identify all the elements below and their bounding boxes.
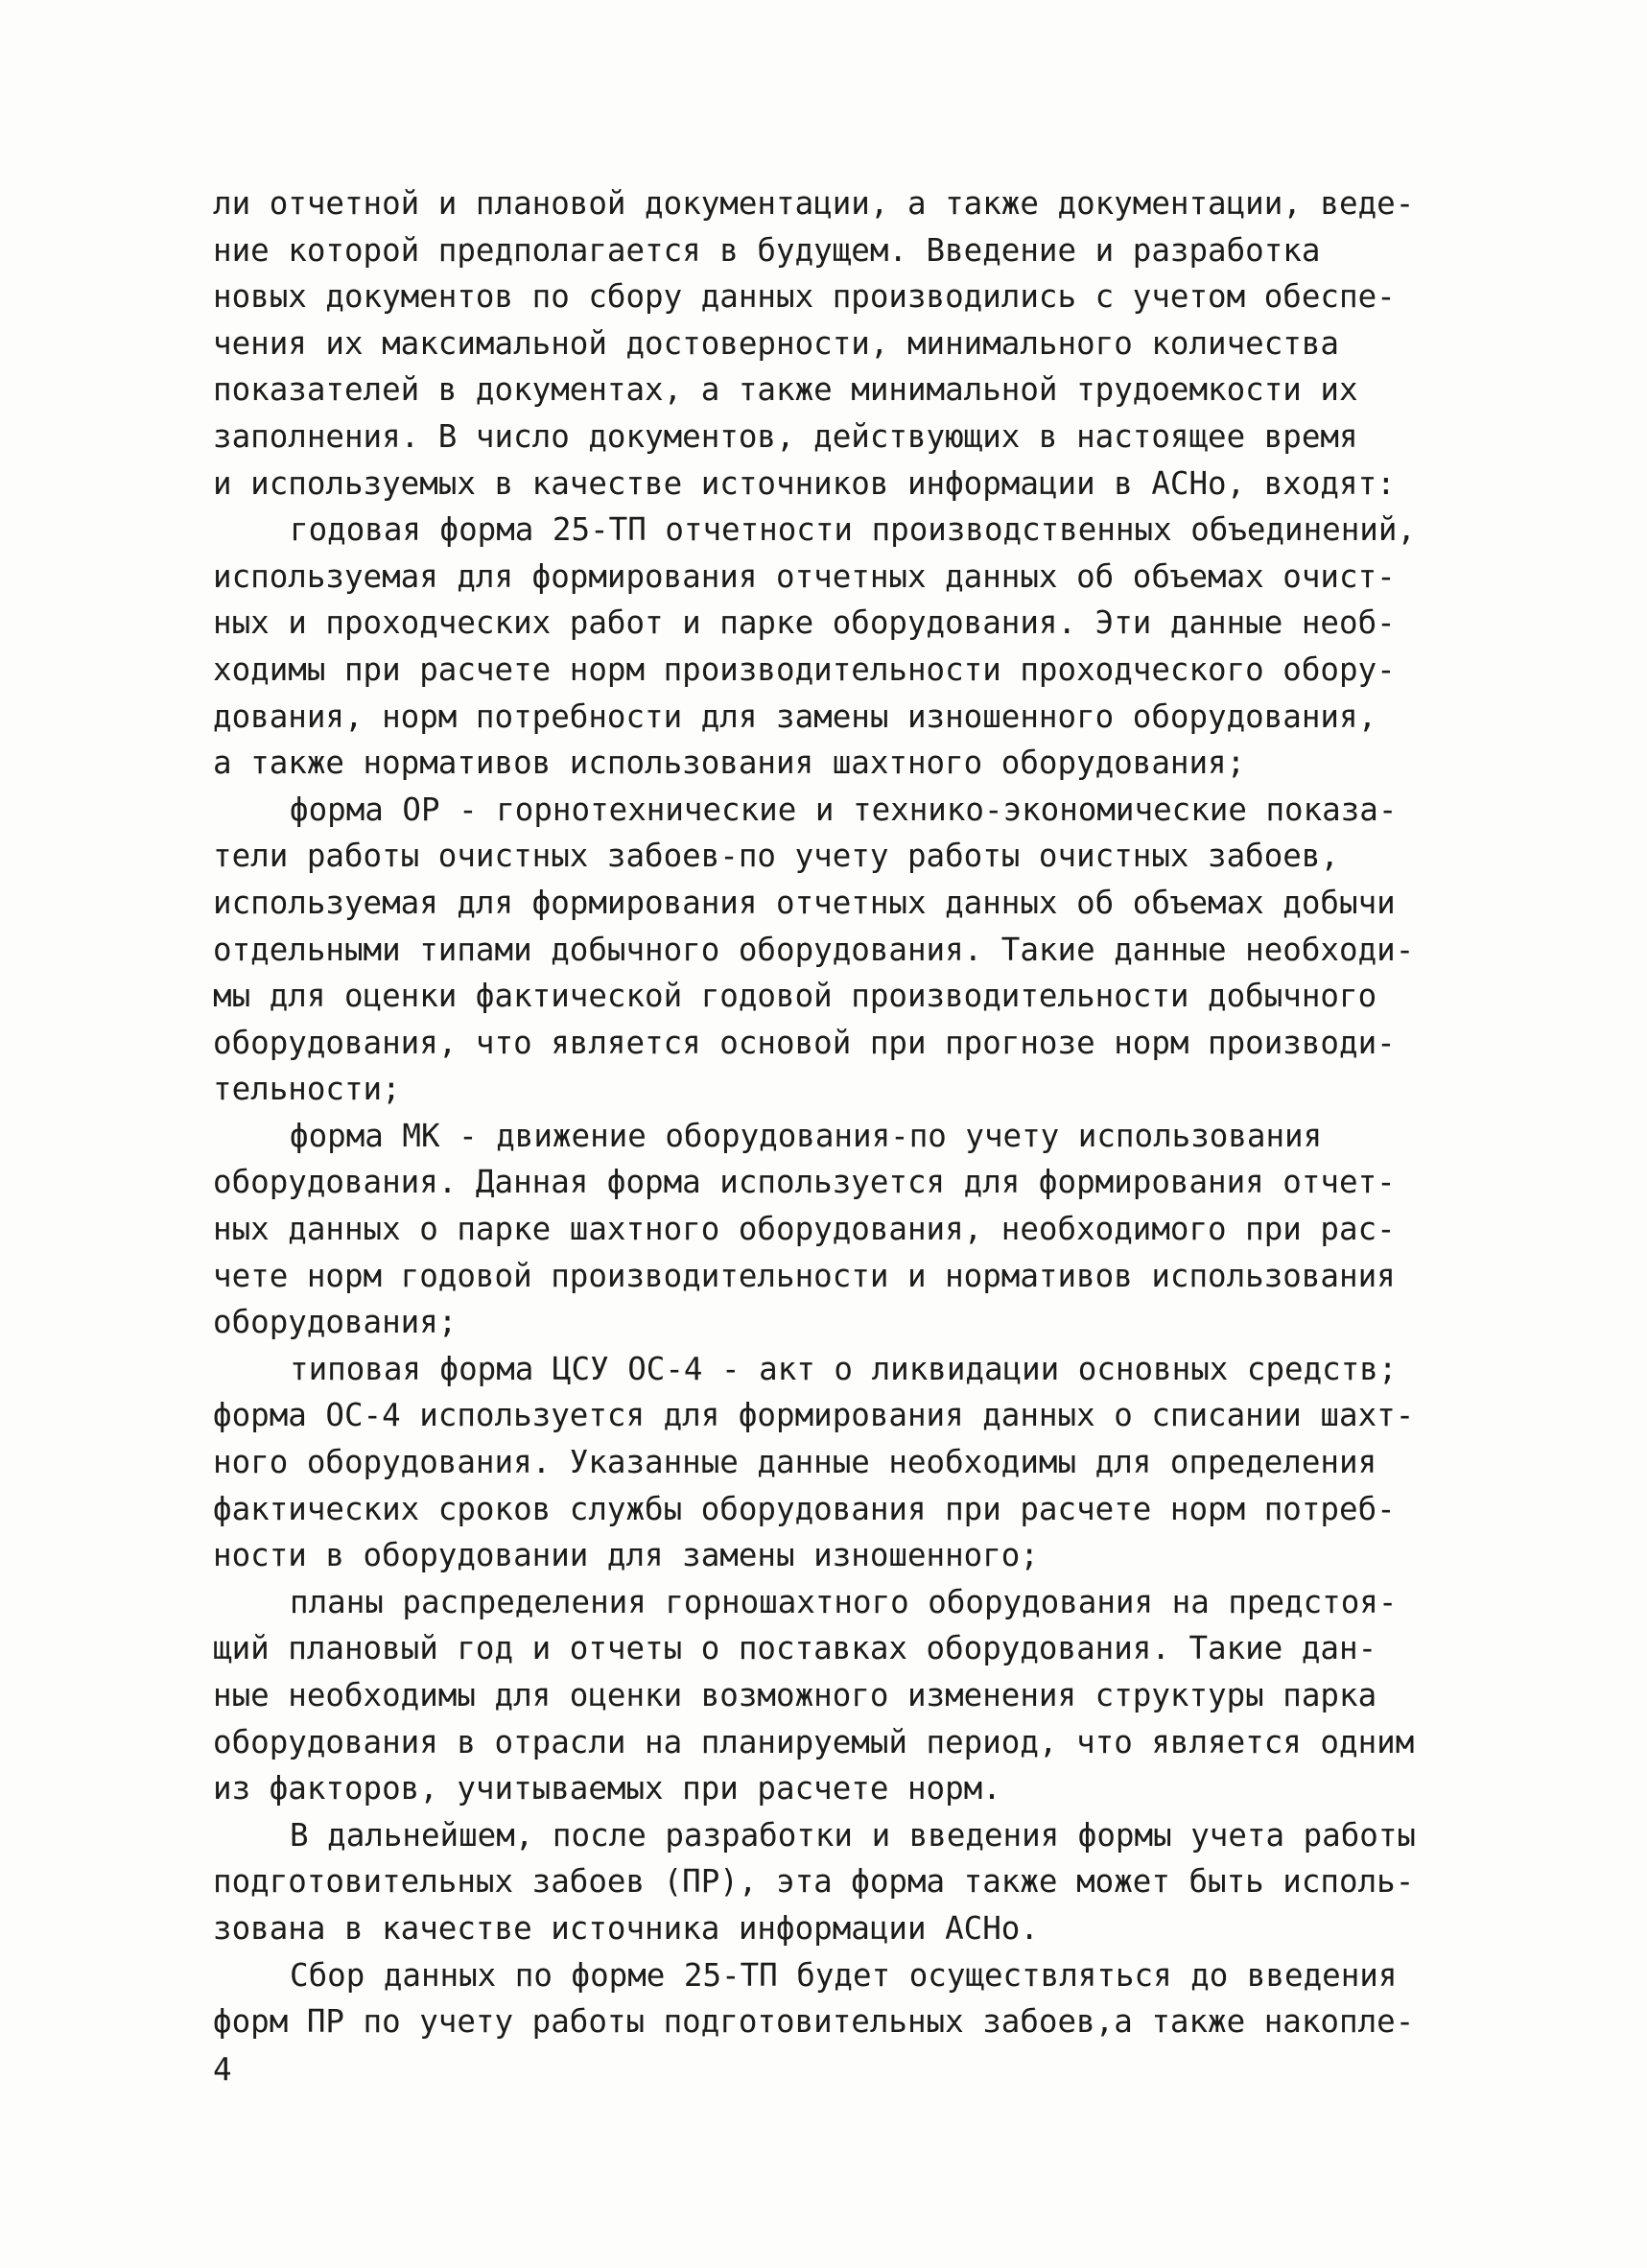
text-line: ности в оборудовании для замены изношенного;: [213, 1537, 1039, 1574]
text-line: ного оборудования. Указанные данные необходимы для определения: [213, 1444, 1377, 1481]
text-line: ние которой предполагается в будущем. Введение и разработка: [213, 231, 1321, 269]
text-line: ли отчетной и плановой документации, а также документации, веде-: [213, 185, 1415, 222]
paragraph-start-line: планы распределения горношахтного оборудования на предстоя-: [290, 1583, 1398, 1620]
text-line: используемая для формирования отчетных данных об объемах очист-: [213, 557, 1396, 595]
text-line: форма ОС-4 используется для формирования данных о списании шахт-: [213, 1397, 1415, 1434]
text-line: тели работы очистных забоев-по учету работы очистных забоев,: [213, 838, 1339, 875]
paragraph-start-line: типовая форма ЦСУ ОС-4 - акт о ликвидации основных средств;: [290, 1350, 1398, 1387]
text-line: а также нормативов использования шахтного оборудования;: [213, 744, 1246, 782]
text-line: дования, норм потребности для замены изношенного оборудования,: [213, 697, 1377, 735]
text-line: тельности;: [213, 1071, 401, 1108]
text-line: чения их максимальной достоверности, минимального количества: [213, 324, 1339, 362]
text-line: заполнения. В число документов, действующих в настоящее время: [213, 417, 1358, 455]
text-line: форм ПР по учету работы подготовительных забоев,а также накопле-: [213, 2003, 1415, 2041]
text-line: и используемых в качестве источников информации в АСНо, входят:: [213, 464, 1396, 502]
text-line: зована в качестве источника информации АСНо.: [213, 1909, 1039, 1947]
text-line: ходимы при расчете норм производительности проходческого обору-: [213, 650, 1396, 688]
text-line: ных данных о парке шахтного оборудования, необходимого при рас-: [213, 1211, 1396, 1248]
text-line: ных и проходческих работ и парке оборудования. Эти данные необ-: [213, 604, 1396, 642]
text-line: используемая для формирования отчетных данных об объемах добычи: [213, 884, 1396, 921]
page-number: 4: [213, 2051, 232, 2088]
body-text: [213, 180, 1460, 2045]
paragraph-start-line: В дальнейшем, после разработки и введения формы учета работы: [290, 1816, 1416, 1854]
text-line: новых документов по сбору данных производились с учетом обеспе-: [213, 278, 1396, 316]
paragraph-start-line: годовая форма 25-ТП отчетности производственных объединений,: [290, 511, 1416, 549]
text-line: оборудования;: [213, 1304, 458, 1341]
text-line: оборудования, что является основой при прогнозе норм производи-: [213, 1024, 1396, 1061]
text-line: из факторов, учитываемых при расчете норм.: [213, 1770, 1001, 1807]
text-line: отдельными типами добычного оборудования. Такие данные необходи-: [213, 931, 1415, 968]
paragraph-start-line: форма ОР - горнотехнические и технико-экономические показа-: [290, 791, 1398, 828]
text-line: оборудования в отрасли на планируемый период, что является одним: [213, 1723, 1415, 1760]
text-line: чете норм годовой производительности и нормативов использования: [213, 1257, 1396, 1294]
paragraph-start-line: Сбор данных по форме 25-ТП будет осуществляться до введения: [290, 1956, 1398, 1994]
text-line: мы для оценки фактической годовой производительности добычного: [213, 978, 1377, 1015]
text-line: щий плановый год и отчеты о поставках оборудования. Такие дан-: [213, 1630, 1377, 1667]
paragraph-start-line: форма МК - движение оборудования-по учету использования: [290, 1117, 1323, 1154]
text-line: фактических сроков службы оборудования при расчете норм потреб-: [213, 1490, 1396, 1527]
text-line: оборудования. Данная форма используется для формирования отчет-: [213, 1164, 1396, 1201]
text-line: подготовительных забоев (ПР), эта форма также может быть исполь-: [213, 1863, 1415, 1901]
text-line: показателей в документах, а также минимальной трудоемкости их: [213, 371, 1358, 409]
text-line: ные необходимы для оценки возможного изменения структуры парка: [213, 1677, 1377, 1713]
